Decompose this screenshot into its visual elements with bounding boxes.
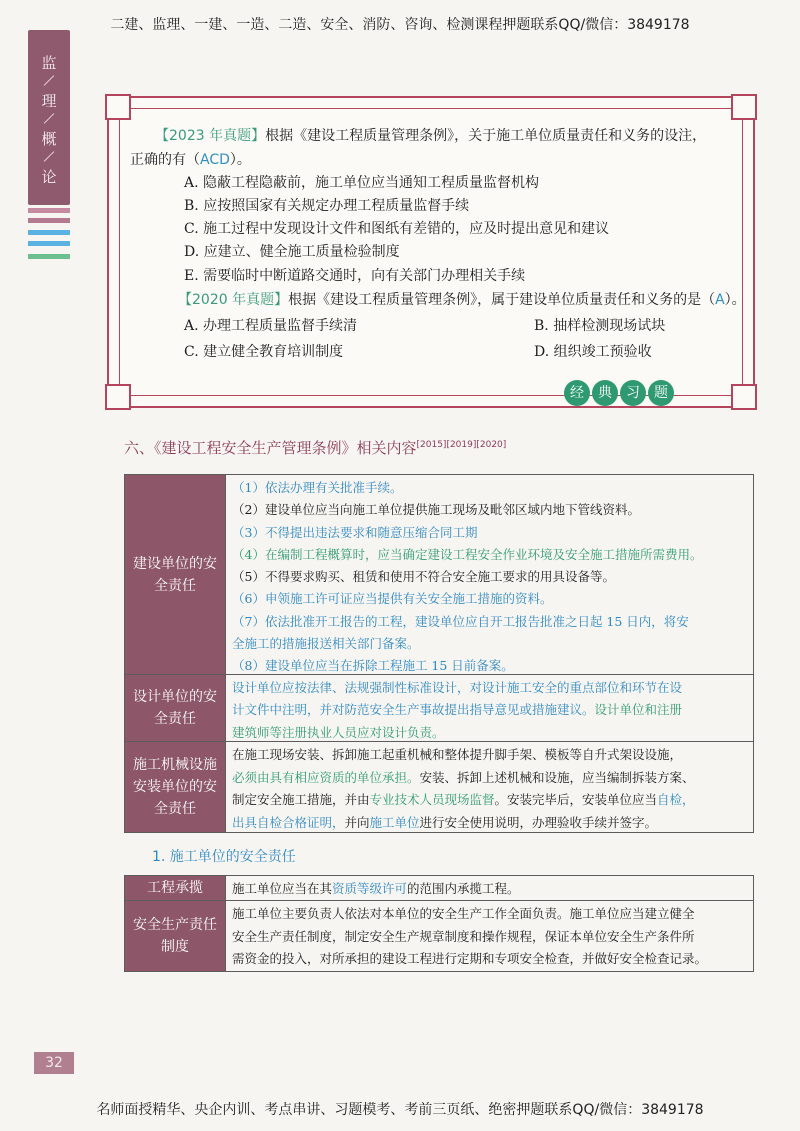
question-year-tag: 【2020 年真题】 [178, 292, 289, 308]
list-item: （3）不得提出违法要求和随意压缩合同工期 [232, 524, 478, 540]
list-item: （4）在编制工程概算时，应当确定建设工程安全作业环境及安全施工措施所需费用。 [232, 546, 703, 562]
list-item: （7）依法批准开工报告的工程，建设单位应自开工报告批准之日起 15 日内，将安 [232, 613, 689, 629]
text-span: 施工单位 [369, 814, 420, 830]
text-span: 制定安全施工措施，并由 [232, 792, 370, 807]
section-heading [124, 437, 506, 458]
text-line [232, 878, 747, 901]
exercise-badge-char: 经 [564, 380, 590, 406]
text-span: 施工单位应当在其 [232, 881, 333, 896]
side-tab-char: 监 [41, 54, 57, 72]
side-tab-char: 论 [41, 168, 57, 186]
question-text: 正确的有（ [130, 152, 200, 168]
text-line [232, 699, 747, 721]
exercise-badge-char: 典 [592, 380, 618, 406]
list-item: （8）建设单位应当在拆除工程施工 15 日前备案。 [232, 658, 514, 674]
table-row [124, 900, 754, 972]
chapter-side-tab [28, 30, 70, 205]
side-tab-char: 理 [41, 92, 57, 110]
list-item: 全施工的措施报送相关部门备案。 [232, 636, 420, 652]
text-span: 自检， [657, 792, 695, 807]
page-header: 二建、监理、一建、一造、二造、安全、消防、咨询、检测课程押题联系QQ/微信：3849178 [110, 17, 690, 33]
option-a: A. 办理工程质量监督手续清 [184, 318, 358, 334]
side-tab-char: 概 [41, 130, 57, 148]
text-span: 并向 [344, 814, 370, 830]
page-number: 32 [34, 1052, 74, 1074]
text-span: 资质等级许可 [332, 881, 408, 896]
exercise-badge-char: 题 [648, 380, 674, 406]
row-content [225, 475, 753, 674]
list-item: （6）申领施工许可证应当提供有关安全施工措施的资料。 [232, 591, 553, 607]
text-span: 专业技术人员现场监督 [369, 792, 495, 807]
answer-text: A [715, 292, 725, 308]
option-d: D. 应建立、健全施工质量检验制度 [184, 244, 400, 260]
option-a: A. 隐蔽工程隐蔽前，施工单位应当通知工程质量监督机构 [184, 175, 540, 191]
text-line: 安全生产责任制度，制定安全生产规章制度和操作规程，保证本单位安全生产条件所 [232, 928, 695, 944]
question-text: 根据《建设工程质量管理条例》，关于施工单位质量责任和义务的设注， [265, 128, 707, 144]
text-line: 施工单位主要负责人依法对本单位的安全生产工作全面负责。施工单位应当建立健全 [232, 906, 695, 921]
answer-text: ACD [200, 152, 230, 168]
frame-corner [105, 384, 131, 410]
text-line: 在施工现场安装、拆卸施工起重机械和整体提升脚手架、模板等自升式架设设施， [232, 747, 683, 762]
list-item: （5）不得要求购买、租赁和使用不符合安全施工要求的用具设备等。 [232, 569, 615, 585]
section-title: 六、《建设工程安全生产管理条例》相关内容 [124, 439, 417, 457]
text-line: 建筑师等注册执业人员应对设计负责。 [232, 724, 445, 740]
text-span: 安装、拆卸上述机械和设施，应当编制拆装方案、 [419, 769, 695, 785]
row-label: 施工机械设施安装单位的安全责任 [125, 742, 225, 832]
text-span: 计文件中注明，并对防范安全生产事故提出指导意见或措施建议。 [232, 702, 595, 718]
text-span: 。安装完毕后，安装单位应当 [494, 792, 658, 807]
text-line [232, 789, 747, 812]
question-text: ）。 [724, 292, 746, 308]
row-label: 设计单位的安全责任 [125, 675, 225, 741]
question-text: 根据《建设工程质量管理条例》，属于建设单位质量责任和义务的是（ [288, 292, 716, 308]
row-content [225, 742, 753, 832]
text-line: 需资金的投入，对所承担的建设工程进行定期和专项安全检查，并做好安全检查记录。 [232, 951, 708, 966]
question-year-tag: 【2023 年真题】 [155, 128, 266, 144]
list-item: （1）依法办理有关批准手续。 [232, 480, 403, 495]
row-label: 工程承揽 [125, 876, 225, 900]
table-row [124, 875, 754, 901]
table-row [124, 474, 754, 675]
side-stripe [28, 218, 70, 223]
option-b: B. 应按照国家有关规定办理工程质量监督手续 [184, 198, 470, 214]
frame-corner [731, 94, 757, 120]
row-label: 建设单位的安全责任 [125, 475, 225, 674]
text-line [232, 812, 747, 835]
text-line [232, 767, 747, 790]
question-1-stem [155, 126, 706, 146]
section-exam-years: [2015][2019][2020] [416, 440, 507, 450]
frame-corner [731, 384, 757, 410]
sub-heading: 1. 施工单位的安全责任 [152, 849, 296, 865]
text-span: 进行安全使用说明，办理验收手续并签字。 [419, 814, 658, 830]
side-tab-divider [44, 151, 55, 162]
row-content [225, 876, 753, 900]
option-c: C. 建立健全教育培训制度 [184, 344, 344, 360]
option-d: D. 组织竣工预验收 [534, 344, 652, 360]
frame-corner [105, 94, 131, 120]
option-e: E. 需要临时中断道路交通时，向有关部门办理相关手续 [184, 268, 526, 284]
list-item: （2）建设单位应当向施工单位提供施工现场及毗邻区域内地下管线资料。 [232, 502, 640, 518]
table-row [124, 741, 754, 833]
table-row [124, 674, 754, 742]
option-c: C. 施工过程中发现设计文件和图纸有差错的，应及时提出意见和建议 [184, 221, 610, 237]
text-line: 设计单位应按法律、法规强制性标准设计，对设计施工安全的重点部位和环节在设 [232, 680, 683, 695]
question-text: ）。 [229, 152, 251, 168]
side-tab-divider [44, 113, 55, 124]
question-2-stem [178, 290, 746, 310]
side-stripe [28, 208, 70, 213]
side-tab-divider [44, 75, 55, 86]
option-b: B. 抽样检测现场试块 [534, 318, 666, 334]
row-content [225, 675, 753, 741]
side-stripe [28, 241, 70, 246]
page-footer: 名师面授精华、央企内训、考点串讲、习题模考、考前三页纸、绝密押题联系QQ/微信：3849178 [96, 1102, 704, 1118]
side-stripe [28, 254, 70, 259]
exercise-badge-char: 习 [620, 380, 646, 406]
question-1-stem-cont [130, 150, 251, 170]
text-span: 出具自检合格证明， [232, 814, 345, 830]
text-span: 设计单位和注册 [594, 702, 683, 718]
text-span: 的范围内承揽工程。 [407, 881, 520, 896]
row-label: 安全生产责任制度 [125, 901, 225, 971]
side-stripe [28, 230, 70, 235]
row-content [225, 901, 753, 971]
text-span: 必须由具有相应资质的单位承担。 [232, 769, 420, 785]
